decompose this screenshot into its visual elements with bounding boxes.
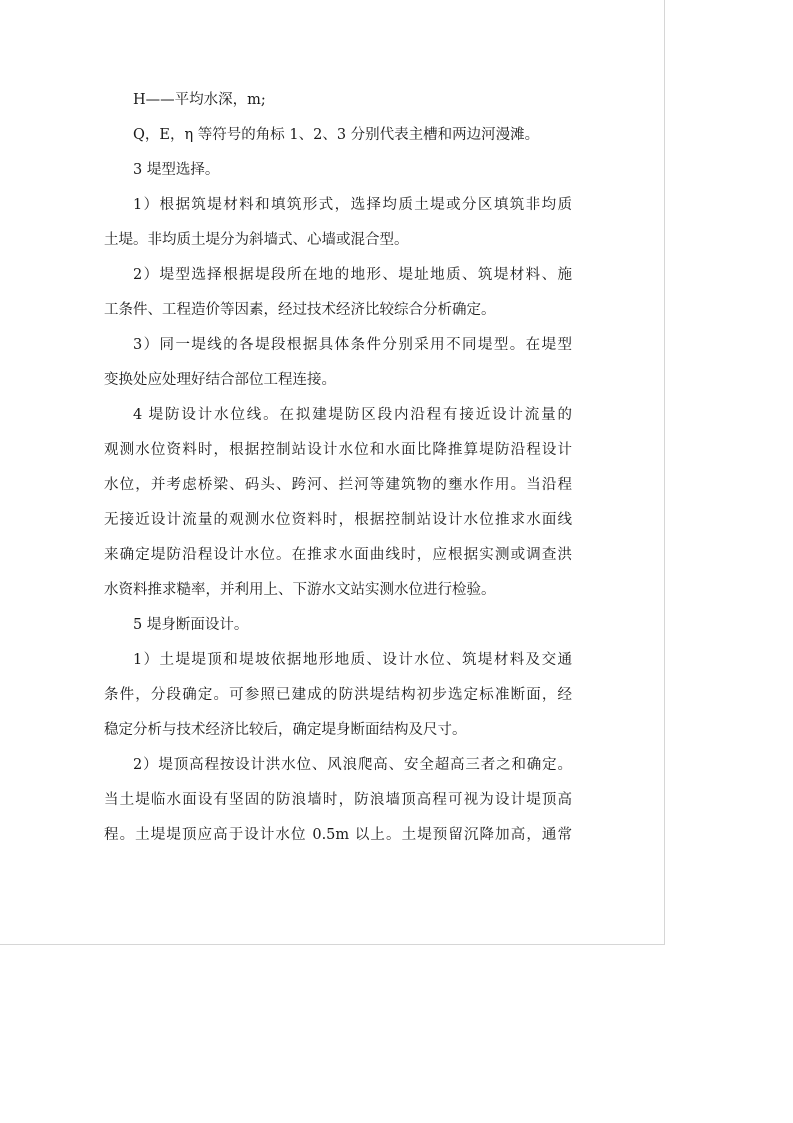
text-line: 1）土堤堤顶和堤坡依据地形地质、设计水位、筑堤材料及交通 [133, 652, 572, 668]
section-heading: 3 堤型选择。 [133, 162, 220, 178]
text-line: 稳定分析与技术经济比较后，确定堤身断面结构及尺寸。 [104, 722, 467, 738]
text-line: 无接近设计流量的观测水位资料时，根据控制站设计水位推求水面线 [104, 512, 572, 528]
text-line: 当土堤临水面设有坚固的防浪墙时，防浪墙顶高程可视为设计堤顶高 [104, 792, 572, 808]
text-line: 水资料推求糙率，并利用上、下游水文站实测水位进行检验。 [104, 582, 496, 598]
text-line: 来确定堤防沿程设计水位。在推求水面曲线时，应根据实测或调查洪 [104, 547, 572, 563]
text-line: 土堤。非均质土堤分为斜墙式、心墙或混合型。 [104, 232, 409, 248]
text-line: 1）根据筑堤材料和填筑形式，选择均质土堤或分区填筑非均质 [133, 197, 572, 213]
text-line: 条件，分段确定。可参照已建成的防洪堤结构初步选定标准断面，经 [104, 687, 572, 703]
text-line: 变换处应处理好结合部位工程连接。 [104, 372, 336, 388]
section-heading: 4 堤防设计水位线。在拟建堤防区段内沿程有接近设计流量的 [133, 407, 572, 423]
text-line: 3）同一堤线的各堤段根据具体条件分别采用不同堤型。在堤型 [133, 337, 572, 353]
text-line: 2）堤型选择根据堤段所在地的地形、堤址地质、筑堤材料、施 [133, 267, 572, 283]
text-line: 工条件、工程造价等因素，经过技术经济比较综合分析确定。 [104, 302, 496, 318]
text-line: H——平均水深，m; [133, 92, 266, 108]
text-line: 水位，并考虑桥梁、码头、跨河、拦河等建筑物的壅水作用。当沿程 [104, 477, 572, 493]
text-line: 程。土堤堤顶应高于设计水位 0.5m 以上。土堤预留沉降加高，通常 [104, 827, 572, 843]
section-heading: 5 堤身断面设计。 [133, 617, 249, 633]
text-line: Q，E，η 等符号的角标 1、2、3 分别代表主槽和两边河漫滩。 [133, 127, 540, 143]
text-line: 2）堤顶高程按设计洪水位、风浪爬高、安全超高三者之和确定。 [133, 757, 572, 773]
text-line: 观测水位资料时，根据控制站设计水位和水面比降推算堤防沿程设计 [104, 442, 572, 458]
